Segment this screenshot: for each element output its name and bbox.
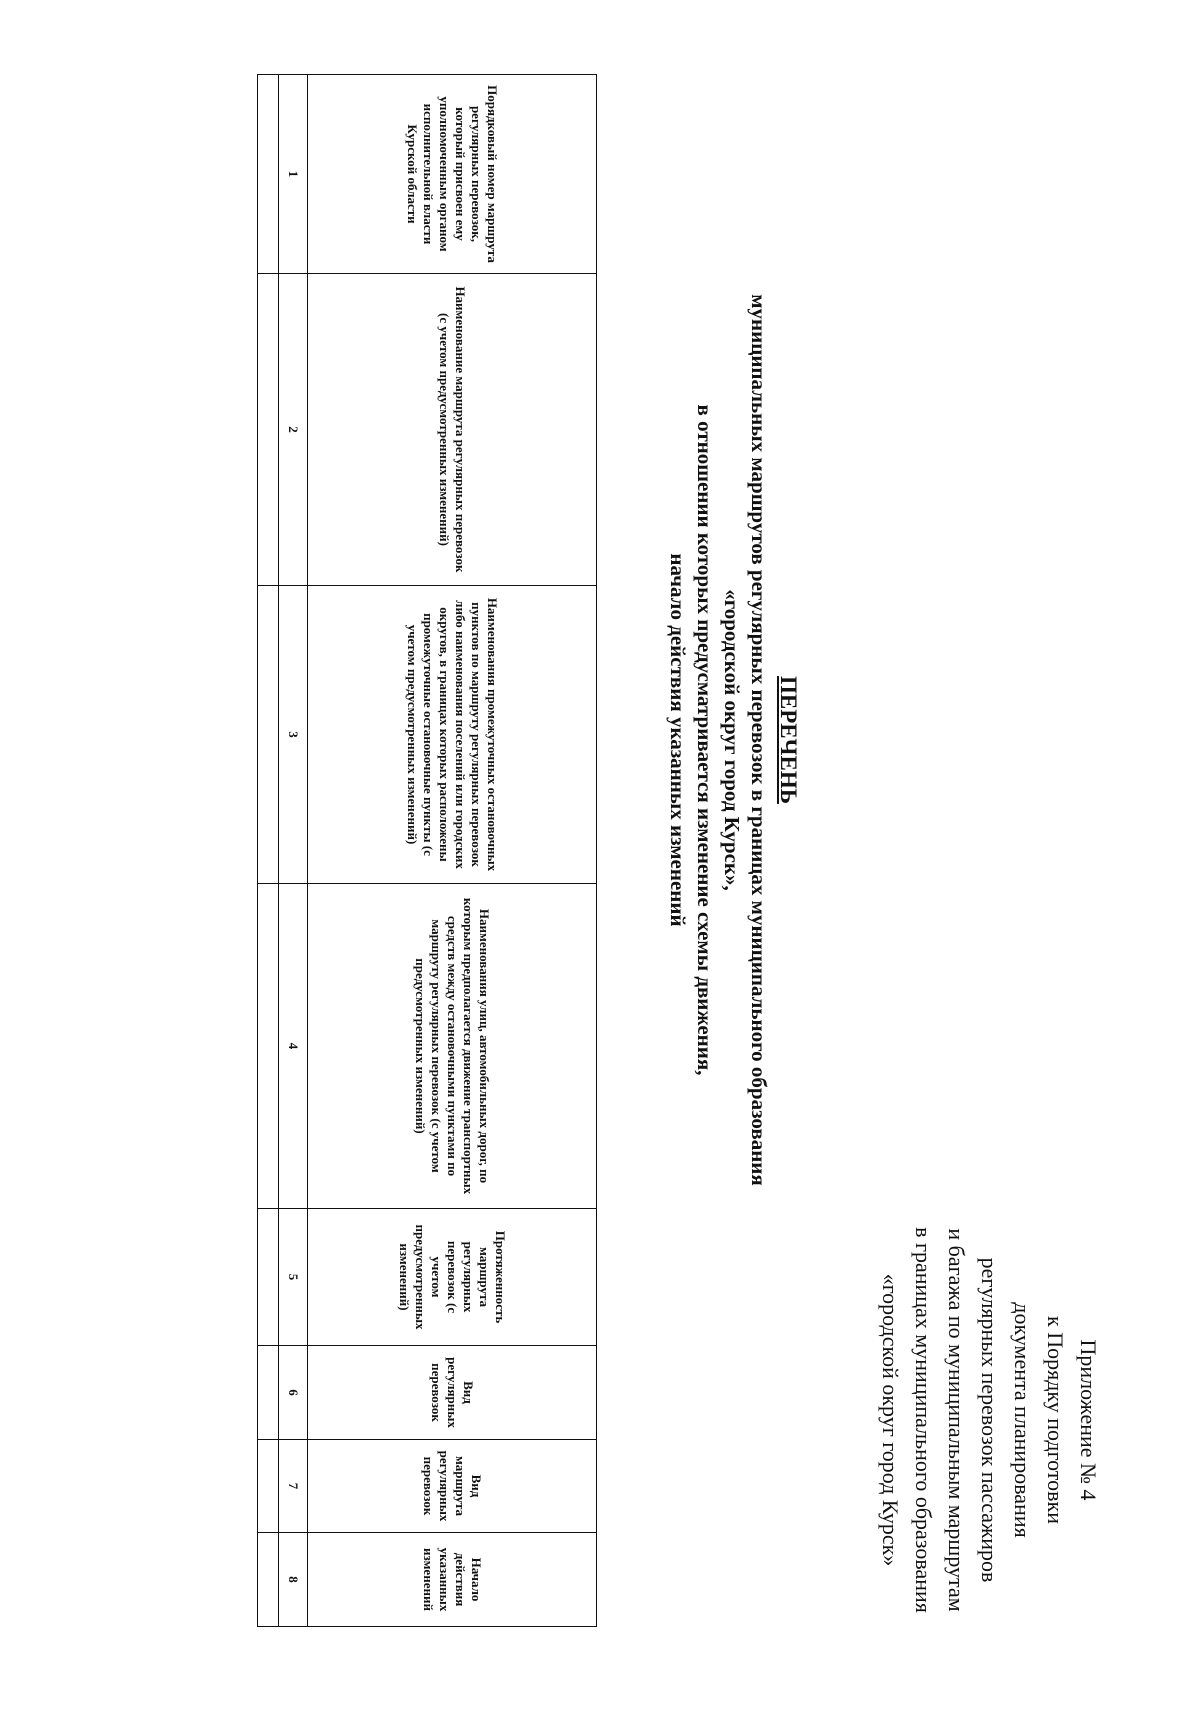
- appendix-line: документа планирования: [1010, 1302, 1035, 1538]
- table-header-row: [308, 75, 597, 1627]
- column-number: 6: [279, 1346, 308, 1440]
- column-header-route-number: Порядковый номер маршрута регулярных перевозок, который присвоен ему уполномоченным органом исполнительной власти Курской области: [308, 75, 597, 274]
- appendix-line: Приложение № 4: [1076, 1339, 1101, 1501]
- heading-line: «городской округ город Курск»,: [720, 589, 744, 891]
- column-number: 4: [279, 884, 308, 1209]
- column-header-route-type: Вид маршрута регулярных перевозок: [308, 1440, 597, 1533]
- table-cell: [258, 1533, 279, 1627]
- table-cell: [258, 1440, 279, 1533]
- routes-table: [257, 74, 597, 1627]
- column-header-route-name: Наименование маршрута регулярных перевозок (с учетом предусмотренных изменений): [308, 274, 597, 586]
- appendix-line: и багажа по муниципальным маршрутам: [944, 1228, 969, 1612]
- heading-line: в отношении которых предусматривается изменение схемы движения,: [693, 404, 717, 1076]
- column-number: 7: [279, 1440, 308, 1533]
- appendix-block: [874, 1130, 1105, 1710]
- appendix-line: «городской округ город Курск»: [878, 1273, 903, 1567]
- column-number: 3: [279, 586, 308, 884]
- column-header-route-length: Протяженность маршрута регулярных перевозок (с учетом предусмотренных изменений): [308, 1209, 597, 1346]
- table-cell: [258, 75, 279, 274]
- table-cell: [258, 1346, 279, 1440]
- column-header-streets: Наименования улиц, автомобильных дорог, по которым предполагается движение транспортных средств между остановочными пунктами по маршруту регулярных перевозок (с учетом предусмотренных изменений): [308, 884, 597, 1209]
- column-number: 8: [279, 1533, 308, 1627]
- heading-line: муниципальных маршрутов регулярных перевозок в границах муниципального образования: [747, 294, 771, 1186]
- document-heading: [664, 40, 802, 1440]
- table-cell: [258, 586, 279, 884]
- appendix-line: регулярных перевозок пассажиров: [977, 1257, 1002, 1583]
- appendix-line: к Порядку подготовки: [1043, 1316, 1068, 1524]
- column-number: 5: [279, 1209, 308, 1346]
- table-cell: [258, 274, 279, 586]
- document-title: ПЕРЕЧЕНЬ: [776, 676, 801, 804]
- column-number: 2: [279, 274, 308, 586]
- column-header-start-date: Начало действия указанных изменений: [308, 1533, 597, 1627]
- column-header-intermediate-stops: Наименования промежуточных остановочных пунктов по маршруту регулярных перевозок либо наименования поселений или городских округов, в границах которых расположены промежуточные остановочные пункты (с учетом предусмотренных изменений): [308, 586, 597, 884]
- column-header-transport-type: Вид регулярных перевозок: [308, 1346, 597, 1440]
- column-number: 1: [279, 75, 308, 274]
- heading-line: начало действия указанных изменений: [666, 553, 690, 927]
- column-numbers-row: [279, 75, 308, 1627]
- appendix-line: в границах муниципального образования: [911, 1227, 936, 1613]
- table-cell: [258, 1209, 279, 1346]
- table-cell: [258, 884, 279, 1209]
- table-row: [258, 75, 279, 1627]
